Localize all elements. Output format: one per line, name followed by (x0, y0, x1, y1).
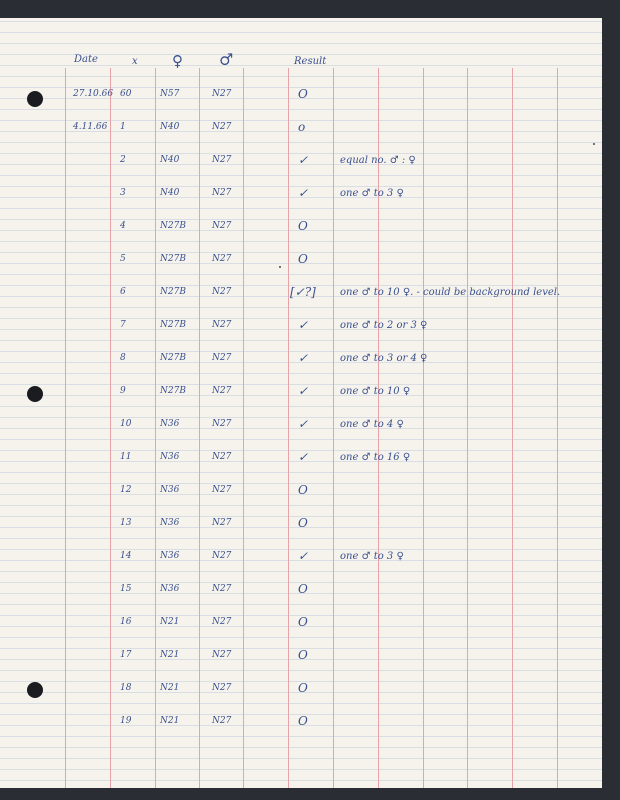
x-cell: 2 (120, 155, 126, 165)
x-cell: 1 (120, 122, 126, 132)
x-cell: 10 (120, 419, 132, 429)
female-cell: N21 (160, 650, 180, 660)
male-cell: N27 (212, 683, 232, 693)
date-cell: 4.11.66 (73, 122, 108, 132)
female-cell: N27B (160, 254, 186, 264)
result-cell: O (298, 87, 308, 101)
female-cell: N36 (160, 584, 180, 594)
male-cell: N27 (212, 617, 232, 627)
note-cell: one ♂ to 3 ♀ (340, 188, 404, 199)
x-cell: 19 (120, 716, 132, 726)
result-cell: ✓ (298, 450, 309, 464)
column-rule (423, 68, 424, 788)
male-cell: N27 (212, 386, 232, 396)
male-cell: N27 (212, 650, 232, 660)
male-cell: N27 (212, 584, 232, 594)
header-date: Date (74, 54, 98, 65)
column-rule (155, 68, 156, 788)
column-rule (288, 68, 289, 788)
female-cell: N40 (160, 122, 180, 132)
note-cell: one ♂ to 2 or 3 ♀ (340, 320, 428, 331)
note-cell: equal no. ♂ : ♀ (340, 155, 416, 166)
ink-speck (593, 143, 595, 145)
margin-rule (65, 68, 66, 788)
female-cell: N36 (160, 452, 180, 462)
result-cell: O (298, 648, 308, 662)
male-cell: N27 (212, 716, 232, 726)
header-result: Result (294, 56, 327, 67)
header-x: x (132, 56, 138, 67)
x-cell: 7 (120, 320, 126, 330)
ink-speck (279, 266, 281, 268)
note-cell: one ♂ to 4 ♀ (340, 419, 404, 430)
note-cell: one ♂ to 10 ♀ (340, 386, 411, 397)
result-cell: ✓ (298, 186, 309, 200)
notebook-page (0, 18, 602, 788)
result-cell: [✓?] (290, 285, 316, 299)
x-cell: 5 (120, 254, 126, 264)
x-cell: 9 (120, 386, 126, 396)
female-cell: N57 (160, 89, 180, 99)
header-male: ♂ (219, 50, 234, 69)
result-cell: O (298, 714, 308, 728)
male-cell: N27 (212, 122, 232, 132)
column-rule (512, 68, 513, 788)
female-cell: N27B (160, 287, 186, 297)
punch-hole (27, 386, 43, 402)
male-cell: N27 (212, 419, 232, 429)
header-female: ♀ (172, 52, 183, 70)
result-cell: ✓ (298, 318, 309, 332)
female-cell: N40 (160, 188, 180, 198)
column-rule (467, 68, 468, 788)
female-cell: N36 (160, 551, 180, 561)
x-cell: 16 (120, 617, 132, 627)
result-cell: O (298, 516, 308, 530)
male-cell: N27 (212, 188, 232, 198)
male-cell: N27 (212, 89, 232, 99)
result-cell: O (298, 252, 308, 266)
x-cell: 13 (120, 518, 132, 528)
female-cell: N36 (160, 419, 180, 429)
column-rule (110, 68, 111, 788)
female-cell: N36 (160, 518, 180, 528)
female-cell: N21 (160, 617, 180, 627)
x-cell: 8 (120, 353, 126, 363)
note-cell: one ♂ to 10 ♀. - could be background level. (340, 287, 561, 298)
male-cell: N27 (212, 353, 232, 363)
female-cell: N21 (160, 716, 180, 726)
column-rule (333, 68, 334, 788)
male-cell: N27 (212, 551, 232, 561)
female-cell: N21 (160, 683, 180, 693)
result-cell: ✓ (298, 384, 309, 398)
x-cell: 18 (120, 683, 132, 693)
male-cell: N27 (212, 320, 232, 330)
x-cell: 15 (120, 584, 132, 594)
result-cell: o (298, 120, 306, 134)
note-cell: one ♂ to 16 ♀ (340, 452, 411, 463)
female-cell: N27B (160, 353, 186, 363)
male-cell: N27 (212, 221, 232, 231)
male-cell: N27 (212, 155, 232, 165)
result-cell: O (298, 483, 308, 497)
male-cell: N27 (212, 254, 232, 264)
x-cell: 17 (120, 650, 132, 660)
note-cell: one ♂ to 3 ♀ (340, 551, 404, 562)
female-cell: N27B (160, 386, 186, 396)
result-cell: O (298, 615, 308, 629)
result-cell: O (298, 219, 308, 233)
female-cell: N36 (160, 485, 180, 495)
male-cell: N27 (212, 485, 232, 495)
male-cell: N27 (212, 452, 232, 462)
note-cell: one ♂ to 3 or 4 ♀ (340, 353, 428, 364)
x-cell: 14 (120, 551, 132, 561)
x-cell: 11 (120, 452, 132, 462)
x-cell: 4 (120, 221, 126, 231)
column-rule (243, 68, 244, 788)
female-cell: N27B (160, 320, 186, 330)
result-cell: ✓ (298, 153, 309, 167)
result-cell: O (298, 582, 308, 596)
result-cell: O (298, 681, 308, 695)
column-rule (557, 68, 558, 788)
female-cell: N40 (160, 155, 180, 165)
date-cell: 27.10.66 (73, 89, 114, 99)
female-cell: N27B (160, 221, 186, 231)
male-cell: N27 (212, 287, 232, 297)
result-cell: ✓ (298, 351, 309, 365)
x-cell: 3 (120, 188, 126, 198)
male-cell: N27 (212, 518, 232, 528)
x-cell: 6 (120, 287, 126, 297)
punch-hole (27, 91, 43, 107)
result-cell: ✓ (298, 417, 309, 431)
result-cell: ✓ (298, 549, 309, 563)
column-rule (199, 68, 200, 788)
punch-hole (27, 682, 43, 698)
x-cell: 60 (120, 89, 132, 99)
x-cell: 12 (120, 485, 132, 495)
